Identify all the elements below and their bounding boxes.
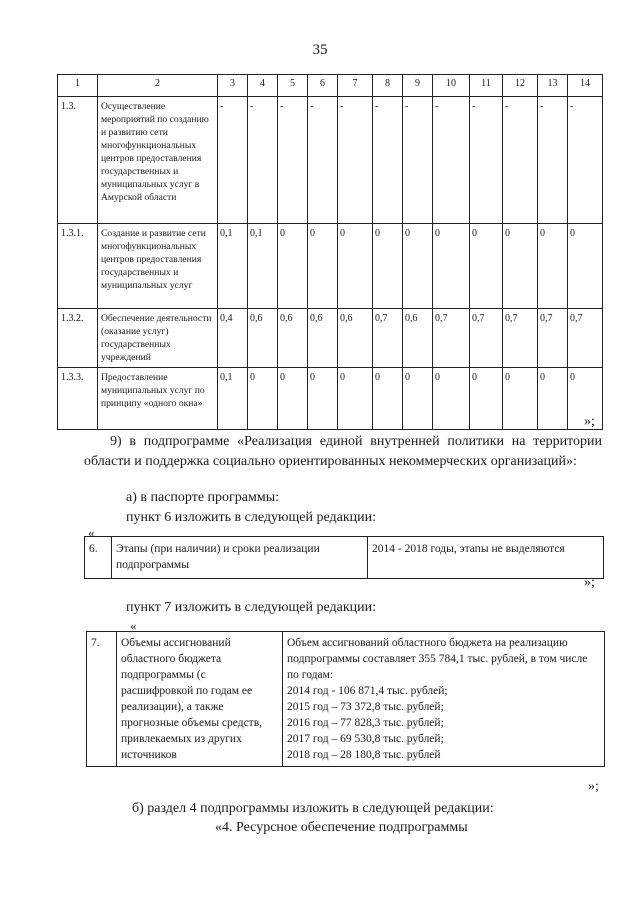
row-description: Предоставление муниципальных услуг по принципу «одного окна» bbox=[98, 368, 218, 430]
row-value: 0 bbox=[338, 224, 373, 309]
row-value: 0 bbox=[568, 224, 603, 309]
row-value: - bbox=[308, 97, 338, 224]
row-value: 0 bbox=[538, 368, 568, 430]
row-value: 0,1 bbox=[248, 224, 278, 309]
row-value: - bbox=[403, 97, 433, 224]
point-number: 7. bbox=[87, 632, 117, 767]
section-4-heading: «4. Ресурсное обеспечение подпрограммы bbox=[215, 820, 468, 835]
point-value bbox=[283, 632, 605, 767]
point-6-intro: пункт 6 изложить в следующей редакции: bbox=[126, 510, 376, 525]
row-value: 0,6 bbox=[248, 309, 278, 368]
row-value: 0,7 bbox=[503, 309, 538, 368]
passport-point-6-table bbox=[84, 536, 604, 579]
row-value: 0,1 bbox=[218, 368, 248, 430]
row-value: 0 bbox=[538, 224, 568, 309]
closing-quote: »; bbox=[584, 575, 595, 590]
row-value: 0 bbox=[278, 368, 308, 430]
row-value: 0,6 bbox=[308, 309, 338, 368]
row-value: - bbox=[248, 97, 278, 224]
budget-intro: Объем ассигнований областного бюджета на реализацию подпрограммы составляет 355 784,1 тыс. рублей, в том числе по годам: bbox=[287, 637, 588, 681]
passport-point-7-table bbox=[86, 631, 605, 767]
row-value: - bbox=[338, 97, 373, 224]
header-cell: 2 bbox=[98, 75, 218, 97]
row-value: 0 bbox=[503, 368, 538, 430]
row-number: 1.3.1. bbox=[58, 224, 98, 309]
row-value: 0 bbox=[568, 368, 603, 430]
header-cell: 9 bbox=[403, 75, 433, 97]
row-value: 0,6 bbox=[278, 309, 308, 368]
row-value: - bbox=[470, 97, 503, 224]
row-value: 0 bbox=[373, 368, 403, 430]
indicators-table bbox=[57, 74, 603, 430]
row-value: 0 bbox=[503, 224, 538, 309]
row-value: 0,6 bbox=[338, 309, 373, 368]
row-value: - bbox=[433, 97, 470, 224]
row-value: 0 bbox=[308, 368, 338, 430]
table-row bbox=[87, 632, 605, 767]
budget-year-line: 2014 год - 106 871,4 тыс. рублей; bbox=[287, 685, 448, 697]
point-7-intro: пункт 7 изложить в следующей редакции: bbox=[126, 600, 376, 615]
row-value: 0,7 bbox=[433, 309, 470, 368]
row-value: 0,7 bbox=[373, 309, 403, 368]
table-row bbox=[58, 309, 603, 368]
header-cell: 8 bbox=[373, 75, 403, 97]
budget-year-line: 2017 год – 69 530,8 тыс. рублей; bbox=[287, 733, 444, 745]
row-value: 0 bbox=[403, 368, 433, 430]
sub-item-b: б) раздел 4 подпрограммы изложить в следующей редакции: bbox=[132, 801, 494, 816]
sub-item-a: а) в паспорте программы: bbox=[126, 490, 280, 505]
table-row bbox=[58, 224, 603, 309]
row-value: 0 bbox=[308, 224, 338, 309]
point-label: Этапы (при наличии) и сроки реализации подпрограммы bbox=[112, 537, 368, 579]
row-value: 0 bbox=[338, 368, 373, 430]
budget-year-line: 2016 год – 77 828,3 тыс. рублей; bbox=[287, 717, 444, 729]
row-value: - bbox=[278, 97, 308, 224]
budget-year-line: 2018 год – 28 180,8 тыс. рублей bbox=[287, 749, 441, 761]
point-value: 2014 - 2018 годы, этапы не выделяются bbox=[368, 537, 604, 579]
row-value: 0 bbox=[403, 224, 433, 309]
row-value: 0 bbox=[470, 368, 503, 430]
row-description: Осуществление мероприятий по созданию и развитию сети многофункциональных центров предоставления государственных и муниципальных услуг в Амурской области bbox=[98, 97, 218, 224]
row-value: 0,7 bbox=[568, 309, 603, 368]
header-cell: 10 bbox=[433, 75, 470, 97]
table-header-row bbox=[58, 75, 603, 97]
table-row bbox=[85, 537, 604, 579]
header-cell: 5 bbox=[278, 75, 308, 97]
header-cell: 12 bbox=[503, 75, 538, 97]
point-label: Объемы ассигнований областного бюджета подпрограммы (с расшифровкой по годам ее реализации), а также прогнозные объемы средств, привлекаемых из других источников bbox=[117, 632, 283, 767]
row-description: Обеспечение деятельности (оказание услуг) государственных учреждений bbox=[98, 309, 218, 368]
row-number: 1.3. bbox=[58, 97, 98, 224]
row-value: - bbox=[373, 97, 403, 224]
row-value: 0 bbox=[470, 224, 503, 309]
row-value: 0 bbox=[278, 224, 308, 309]
closing-quote: »; bbox=[588, 779, 599, 794]
point-number: 6. bbox=[85, 537, 112, 579]
table-row bbox=[58, 368, 603, 430]
header-cell: 13 bbox=[538, 75, 568, 97]
header-cell: 14 bbox=[568, 75, 603, 97]
page-number: 35 bbox=[312, 42, 328, 58]
header-cell: 11 bbox=[470, 75, 503, 97]
row-value: 0,7 bbox=[538, 309, 568, 368]
row-value: - bbox=[538, 97, 568, 224]
header-cell: 3 bbox=[218, 75, 248, 97]
row-value: 0,4 bbox=[218, 309, 248, 368]
row-value: - bbox=[218, 97, 248, 224]
row-value: - bbox=[503, 97, 538, 224]
row-description: Создание и развитие сети многофункциональных центров предоставления государственных и муниципальных услуг bbox=[98, 224, 218, 309]
item-9-paragraph: 9) в подпрограмме «Реализация единой внутренней политики на территории области и поддержка социально ориентированных некоммерческих организаций»: bbox=[84, 434, 602, 469]
row-value: 0,6 bbox=[403, 309, 433, 368]
table-row bbox=[58, 97, 603, 224]
header-cell: 4 bbox=[248, 75, 278, 97]
row-value: 0 bbox=[248, 368, 278, 430]
row-value: 0 bbox=[433, 368, 470, 430]
opening-quote: « bbox=[88, 525, 95, 540]
header-cell: 6 bbox=[308, 75, 338, 97]
budget-year-line: 2015 год – 73 372,8 тыс. рублей; bbox=[287, 701, 444, 713]
row-number: 1.3.3. bbox=[58, 368, 98, 430]
row-value: 0 bbox=[433, 224, 470, 309]
header-cell: 7 bbox=[338, 75, 373, 97]
opening-quote: « bbox=[130, 618, 137, 633]
header-cell: 1 bbox=[58, 75, 98, 97]
row-value: - bbox=[568, 97, 603, 224]
row-value: 0,7 bbox=[470, 309, 503, 368]
closing-quote: »; bbox=[584, 414, 595, 429]
row-value: 0 bbox=[373, 224, 403, 309]
row-number: 1.3.2. bbox=[58, 309, 98, 368]
row-value: 0,1 bbox=[218, 224, 248, 309]
